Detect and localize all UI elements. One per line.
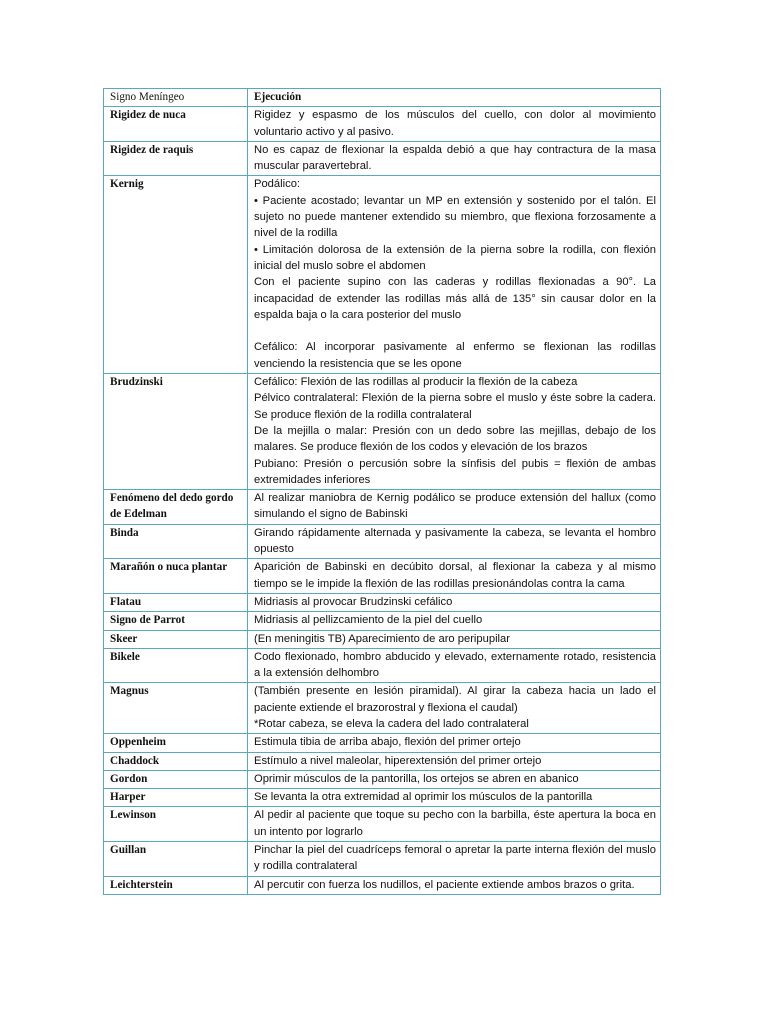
- sign-name: Leichterstein: [104, 876, 248, 894]
- table-body: [104, 107, 661, 895]
- sign-execution: [248, 683, 661, 734]
- execution-line: (También presente en lesión piramidal). Al girar la cabeza hacia un lado el paciente extiende el brazorostral y flexiona el caudal): [254, 685, 656, 714]
- sign-name: Marañón o nuca plantar: [104, 559, 248, 594]
- execution-line: Estímulo a nivel maleolar, hiperextensión del primer ortejo: [254, 754, 542, 767]
- sign-name: Magnus: [104, 683, 248, 734]
- table-row: [104, 559, 661, 594]
- header-sign-column: Signo Meníngeo: [104, 89, 248, 107]
- table-row: [104, 374, 661, 490]
- sign-execution: [248, 559, 661, 594]
- sign-execution: [248, 752, 661, 770]
- sign-name: Harper: [104, 789, 248, 807]
- sign-name: Signo de Parrot: [104, 612, 248, 630]
- execution-line: Con el paciente supino con las caderas y rodillas flexionadas a 90°. La incapacidad de extender las rodillas más allá de 135° sin causar dolor en la espalda baja o la cara posterior del muslo: [254, 276, 656, 321]
- sign-name: Rigidez de nuca: [104, 107, 248, 142]
- sign-name: Lewinson: [104, 807, 248, 842]
- execution-line: *Rotar cabeza, se eleva la cadera del lado contralateral: [254, 717, 529, 730]
- sign-name: Skeer: [104, 630, 248, 648]
- sign-name: Bikele: [104, 648, 248, 683]
- execution-line: Al realizar maniobra de Kernig podálico se produce extensión del hallux (como simulando el signo de Babinski: [254, 492, 656, 521]
- sign-name: Fenómeno del dedo gordo de Edelman: [104, 490, 248, 525]
- sign-execution: [248, 842, 661, 877]
- table-row: [104, 770, 661, 788]
- execution-line: Girando rápidamente alternada y pasivamente la cabeza, se levanta el hombro opuesto: [254, 526, 656, 556]
- meningeal-signs-table: [103, 88, 661, 895]
- sign-name: Binda: [104, 524, 248, 559]
- table-row: [104, 524, 661, 559]
- sign-name: Flatau: [104, 593, 248, 611]
- table-header-row: [104, 89, 661, 107]
- execution-line: Aparición de Babinski en decúbito dorsal, al flexionar la cabeza y al mismo tiempo se le impide la flexión de las rodillas presionándolas contra la cama: [254, 561, 656, 590]
- table-row: [104, 176, 661, 374]
- table-row: [104, 630, 661, 648]
- sign-name: Guillan: [104, 842, 248, 877]
- execution-line: Estimula tibia de arriba abajo, flexión del primer ortejo: [254, 736, 521, 749]
- sign-name: Gordon: [104, 770, 248, 788]
- sign-execution: [248, 630, 661, 648]
- table-row: [104, 107, 661, 142]
- table-row: [104, 612, 661, 630]
- sign-execution: [248, 141, 661, 176]
- execution-line: Podálico:: [254, 178, 301, 191]
- table-row: [104, 648, 661, 683]
- execution-line: Pubiano: Presión o percusión sobre la sínfisis del pubis = flexión de ambas extremidades inferiores: [254, 457, 656, 486]
- execution-line: Midriasis al pellizcamiento de la piel del cuello: [254, 614, 483, 627]
- execution-line: Cefálico: Flexión de las rodillas al producir la flexión de la cabeza: [254, 376, 578, 389]
- execution-line: Pinchar la piel del cuadríceps femoral o apretar la parte interna flexión del muslo y rodilla contralateral: [254, 844, 656, 873]
- execution-line: Oprimir músculos de la pantorilla, los ortejos se abren en abanico: [254, 772, 579, 785]
- execution-line: Al percutir con fuerza los nudillos, el paciente extiende ambos brazos o grita.: [254, 878, 635, 891]
- blank-line: [254, 323, 656, 339]
- sign-execution: [248, 876, 661, 894]
- sign-execution: [248, 648, 661, 683]
- sign-execution: [248, 612, 661, 630]
- execution-line: • Limitación dolorosa de la extensión de la pierna sobre la rodilla, con flexión inicial del muslo sobre el abdomen: [254, 243, 656, 272]
- header-execution-column: Ejecución: [248, 89, 661, 107]
- execution-line: Codo flexionado, hombro abducido y elevado, externamente rotado, resistencia a la extensión delhombro: [254, 650, 656, 680]
- execution-line: (En meningitis TB) Aparecimiento de aro peripupilar: [254, 632, 510, 645]
- table-row: [104, 752, 661, 770]
- table-row: [104, 141, 661, 176]
- table-row: [104, 807, 661, 842]
- table-row: [104, 490, 661, 525]
- execution-line: Se levanta la otra extremidad al oprimir los músculos de la pantorilla: [254, 791, 593, 804]
- execution-line: Cefálico: Al incorporar pasivamente al enfermo se flexionan las rodillas venciendo la resistencia que se les opone: [254, 341, 656, 370]
- sign-name: Chaddock: [104, 752, 248, 770]
- table-row: [104, 789, 661, 807]
- sign-execution: [248, 807, 661, 842]
- sign-execution: [248, 770, 661, 788]
- execution-line: No es capaz de flexionar la espalda debió a que hay contractura de la masa muscular paravertebral.: [254, 143, 656, 173]
- sign-name: Brudzinski: [104, 374, 248, 490]
- execution-line: Rigidez y espasmo de los músculos del cuello, con dolor al movimiento voluntario activo y al pasivo.: [254, 109, 656, 138]
- sign-execution: [248, 524, 661, 559]
- sign-execution: [248, 490, 661, 525]
- sign-execution: [248, 593, 661, 611]
- sign-execution: [248, 374, 661, 490]
- table-row: [104, 593, 661, 611]
- table-row: [104, 842, 661, 877]
- sign-name: Oppenheim: [104, 734, 248, 752]
- execution-line: De la mejilla o malar: Presión con un dedo sobre las mejillas, debajo de los malares. Se produce flexión de los codos y elevación de los brazos: [254, 424, 656, 454]
- sign-name: Rigidez de raquis: [104, 141, 248, 176]
- sign-execution: [248, 107, 661, 142]
- execution-line: Al pedir al paciente que toque su pecho con la barbilla, éste apertura la boca en un intento por lograrlo: [254, 809, 656, 838]
- sign-execution: [248, 176, 661, 374]
- table-row: [104, 683, 661, 734]
- sign-execution: [248, 734, 661, 752]
- sign-name: Kernig: [104, 176, 248, 374]
- sign-execution: [248, 789, 661, 807]
- execution-line: Midriasis al provocar Brudzinski cefálico: [254, 595, 453, 608]
- table-row: [104, 876, 661, 894]
- execution-line: Pélvico contralateral: Flexión de la pierna sobre el muslo y éste sobre la cadera. Se produce flexión de la rodilla contralateral: [254, 392, 656, 421]
- execution-line: • Paciente acostado; levantar un MP en extensión y sostenido por el talón. El sujeto no puede mantener extendido su miembro, que flexiona forzosamente a nivel de la rodilla: [254, 194, 656, 240]
- table-row: [104, 734, 661, 752]
